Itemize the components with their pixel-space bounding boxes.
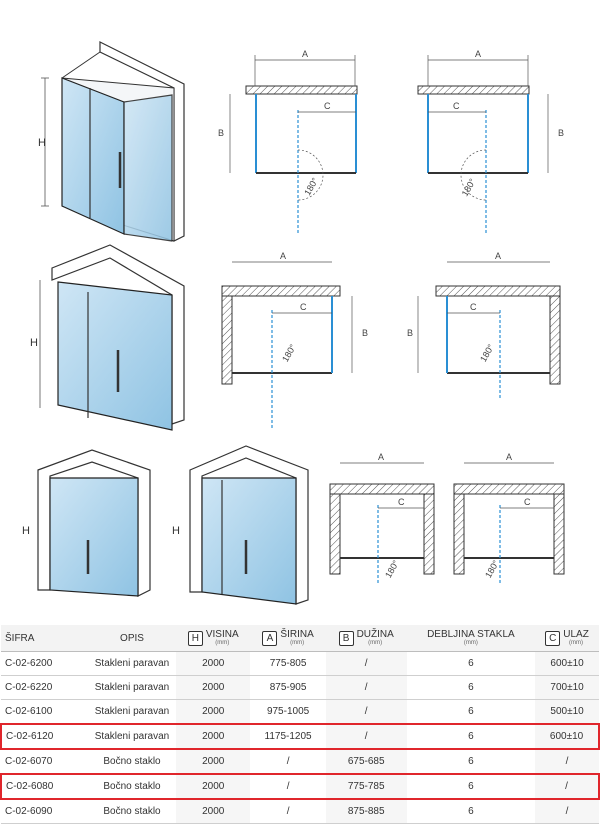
cell-sirina: 1175-1205	[250, 724, 325, 749]
svg-text:H: H	[30, 337, 38, 349]
svg-text:A: A	[495, 251, 502, 261]
svg-text:180°: 180°	[478, 342, 497, 364]
b-icon: B	[339, 631, 354, 646]
header-duzina: B DUŽINA (mm)	[326, 625, 407, 652]
cell-debljina: 6	[407, 774, 535, 799]
cell-sirina: 975-1005	[250, 700, 325, 725]
svg-text:A: A	[506, 452, 513, 462]
plan-view-5	[330, 452, 434, 585]
cell-visina: 2000	[176, 676, 250, 700]
header-sirina: A ŠIRINA (mm)	[250, 625, 325, 652]
header-sifra: ŠIFRA	[1, 625, 88, 652]
table-row	[1, 700, 599, 725]
cell-opis: Bočno staklo	[88, 799, 176, 824]
plan-view-6	[454, 452, 564, 585]
cell-sifra: C-02-6120	[1, 724, 88, 749]
cell-opis: Bočno staklo	[88, 749, 176, 774]
cell-duzina: 875-885	[326, 799, 407, 824]
cell-visina: 2000	[176, 700, 250, 725]
header-debljina: DEBLJINA STAKLA (mm)	[407, 625, 535, 652]
svg-text:B: B	[558, 128, 565, 138]
cell-duzina: /	[326, 700, 407, 725]
cell-opis: Stakleni paravan	[88, 700, 176, 725]
cell-visina: 2000	[176, 749, 250, 774]
cell-sirina: 775-805	[250, 652, 325, 676]
cell-sifra: C-02-6200	[1, 652, 88, 676]
table-header-row	[1, 625, 599, 652]
plan-view-4	[407, 251, 560, 400]
svg-text:B: B	[407, 328, 414, 338]
cell-sifra: C-02-6100	[1, 700, 88, 725]
dim-label-h: H	[38, 137, 46, 149]
svg-text:A: A	[475, 49, 482, 59]
cell-sifra: C-02-6090	[1, 799, 88, 824]
svg-text:A: A	[280, 251, 287, 261]
plan-view-3	[222, 251, 368, 430]
c-icon: C	[545, 631, 560, 646]
svg-text:H: H	[22, 525, 30, 537]
cell-debljina: 6	[407, 676, 535, 700]
svg-text:C: C	[300, 302, 307, 312]
cell-sirina: /	[250, 749, 325, 774]
cell-sirina: /	[250, 799, 325, 824]
table-row-highlighted	[1, 724, 599, 749]
svg-text:C: C	[470, 302, 477, 312]
svg-text:C: C	[524, 497, 531, 507]
h-icon: H	[188, 631, 203, 646]
cell-ulaz: 600±10	[535, 724, 599, 749]
cell-ulaz: 600±10	[535, 652, 599, 676]
enclosure-3d-1	[38, 42, 184, 241]
svg-text:H: H	[172, 525, 180, 537]
cell-debljina: 6	[407, 700, 535, 725]
enclosure-3d-4	[172, 446, 308, 604]
cell-sifra: C-02-6070	[1, 749, 88, 774]
enclosure-3d-3	[22, 450, 150, 596]
cell-debljina: 6	[407, 799, 535, 824]
cell-sifra: C-02-6220	[1, 676, 88, 700]
svg-text:B: B	[362, 328, 369, 338]
svg-text:B: B	[218, 128, 225, 138]
svg-text:A: A	[302, 49, 309, 59]
cell-visina: 2000	[176, 724, 250, 749]
cell-visina: 2000	[176, 652, 250, 676]
svg-text:C: C	[398, 497, 405, 507]
svg-text:180°: 180°	[302, 175, 321, 198]
cell-ulaz: 500±10	[535, 700, 599, 725]
svg-text:A: A	[378, 452, 385, 462]
cell-ulaz: 700±10	[535, 676, 599, 700]
header-ulaz: C ULAZ (mm)	[535, 625, 599, 652]
cell-duzina: 675-685	[326, 749, 407, 774]
table-row	[1, 749, 599, 774]
header-visina: H VISINA (mm)	[176, 625, 250, 652]
svg-text:C: C	[453, 101, 460, 111]
cell-sirina: /	[250, 774, 325, 799]
cell-duzina: /	[326, 724, 407, 749]
cell-opis: Stakleni paravan	[88, 652, 176, 676]
svg-text:180°: 180°	[383, 558, 402, 580]
svg-text:180°: 180°	[280, 342, 299, 364]
cell-visina: 2000	[176, 799, 250, 824]
cell-debljina: 6	[407, 749, 535, 774]
enclosure-3d-2	[30, 245, 184, 430]
table-row-highlighted	[1, 774, 599, 799]
svg-text:180°: 180°	[483, 558, 502, 580]
cell-opis: Stakleni paravan	[88, 676, 176, 700]
table-body	[1, 652, 599, 824]
cell-ulaz: /	[535, 774, 599, 799]
a-icon: A	[262, 631, 277, 646]
cell-duzina: /	[326, 652, 407, 676]
plan-view-1	[218, 49, 357, 233]
table-row	[1, 799, 599, 824]
plan-view-2	[418, 49, 564, 233]
table-row	[1, 652, 599, 676]
cell-visina: 2000	[176, 774, 250, 799]
cell-sifra: C-02-6080	[1, 774, 88, 799]
product-table	[0, 625, 600, 824]
cell-opis: Bočno staklo	[88, 774, 176, 799]
cell-duzina: 775-785	[326, 774, 407, 799]
cell-debljina: 6	[407, 724, 535, 749]
cell-duzina: /	[326, 676, 407, 700]
table-row	[1, 676, 599, 700]
cell-debljina: 6	[407, 652, 535, 676]
cell-ulaz: /	[535, 799, 599, 824]
cell-sirina: 875-905	[250, 676, 325, 700]
cell-ulaz: /	[535, 749, 599, 774]
svg-text:C: C	[324, 101, 331, 111]
cell-opis: Stakleni paravan	[88, 724, 176, 749]
header-opis: OPIS	[88, 625, 176, 652]
svg-text:180°: 180°	[459, 176, 478, 198]
